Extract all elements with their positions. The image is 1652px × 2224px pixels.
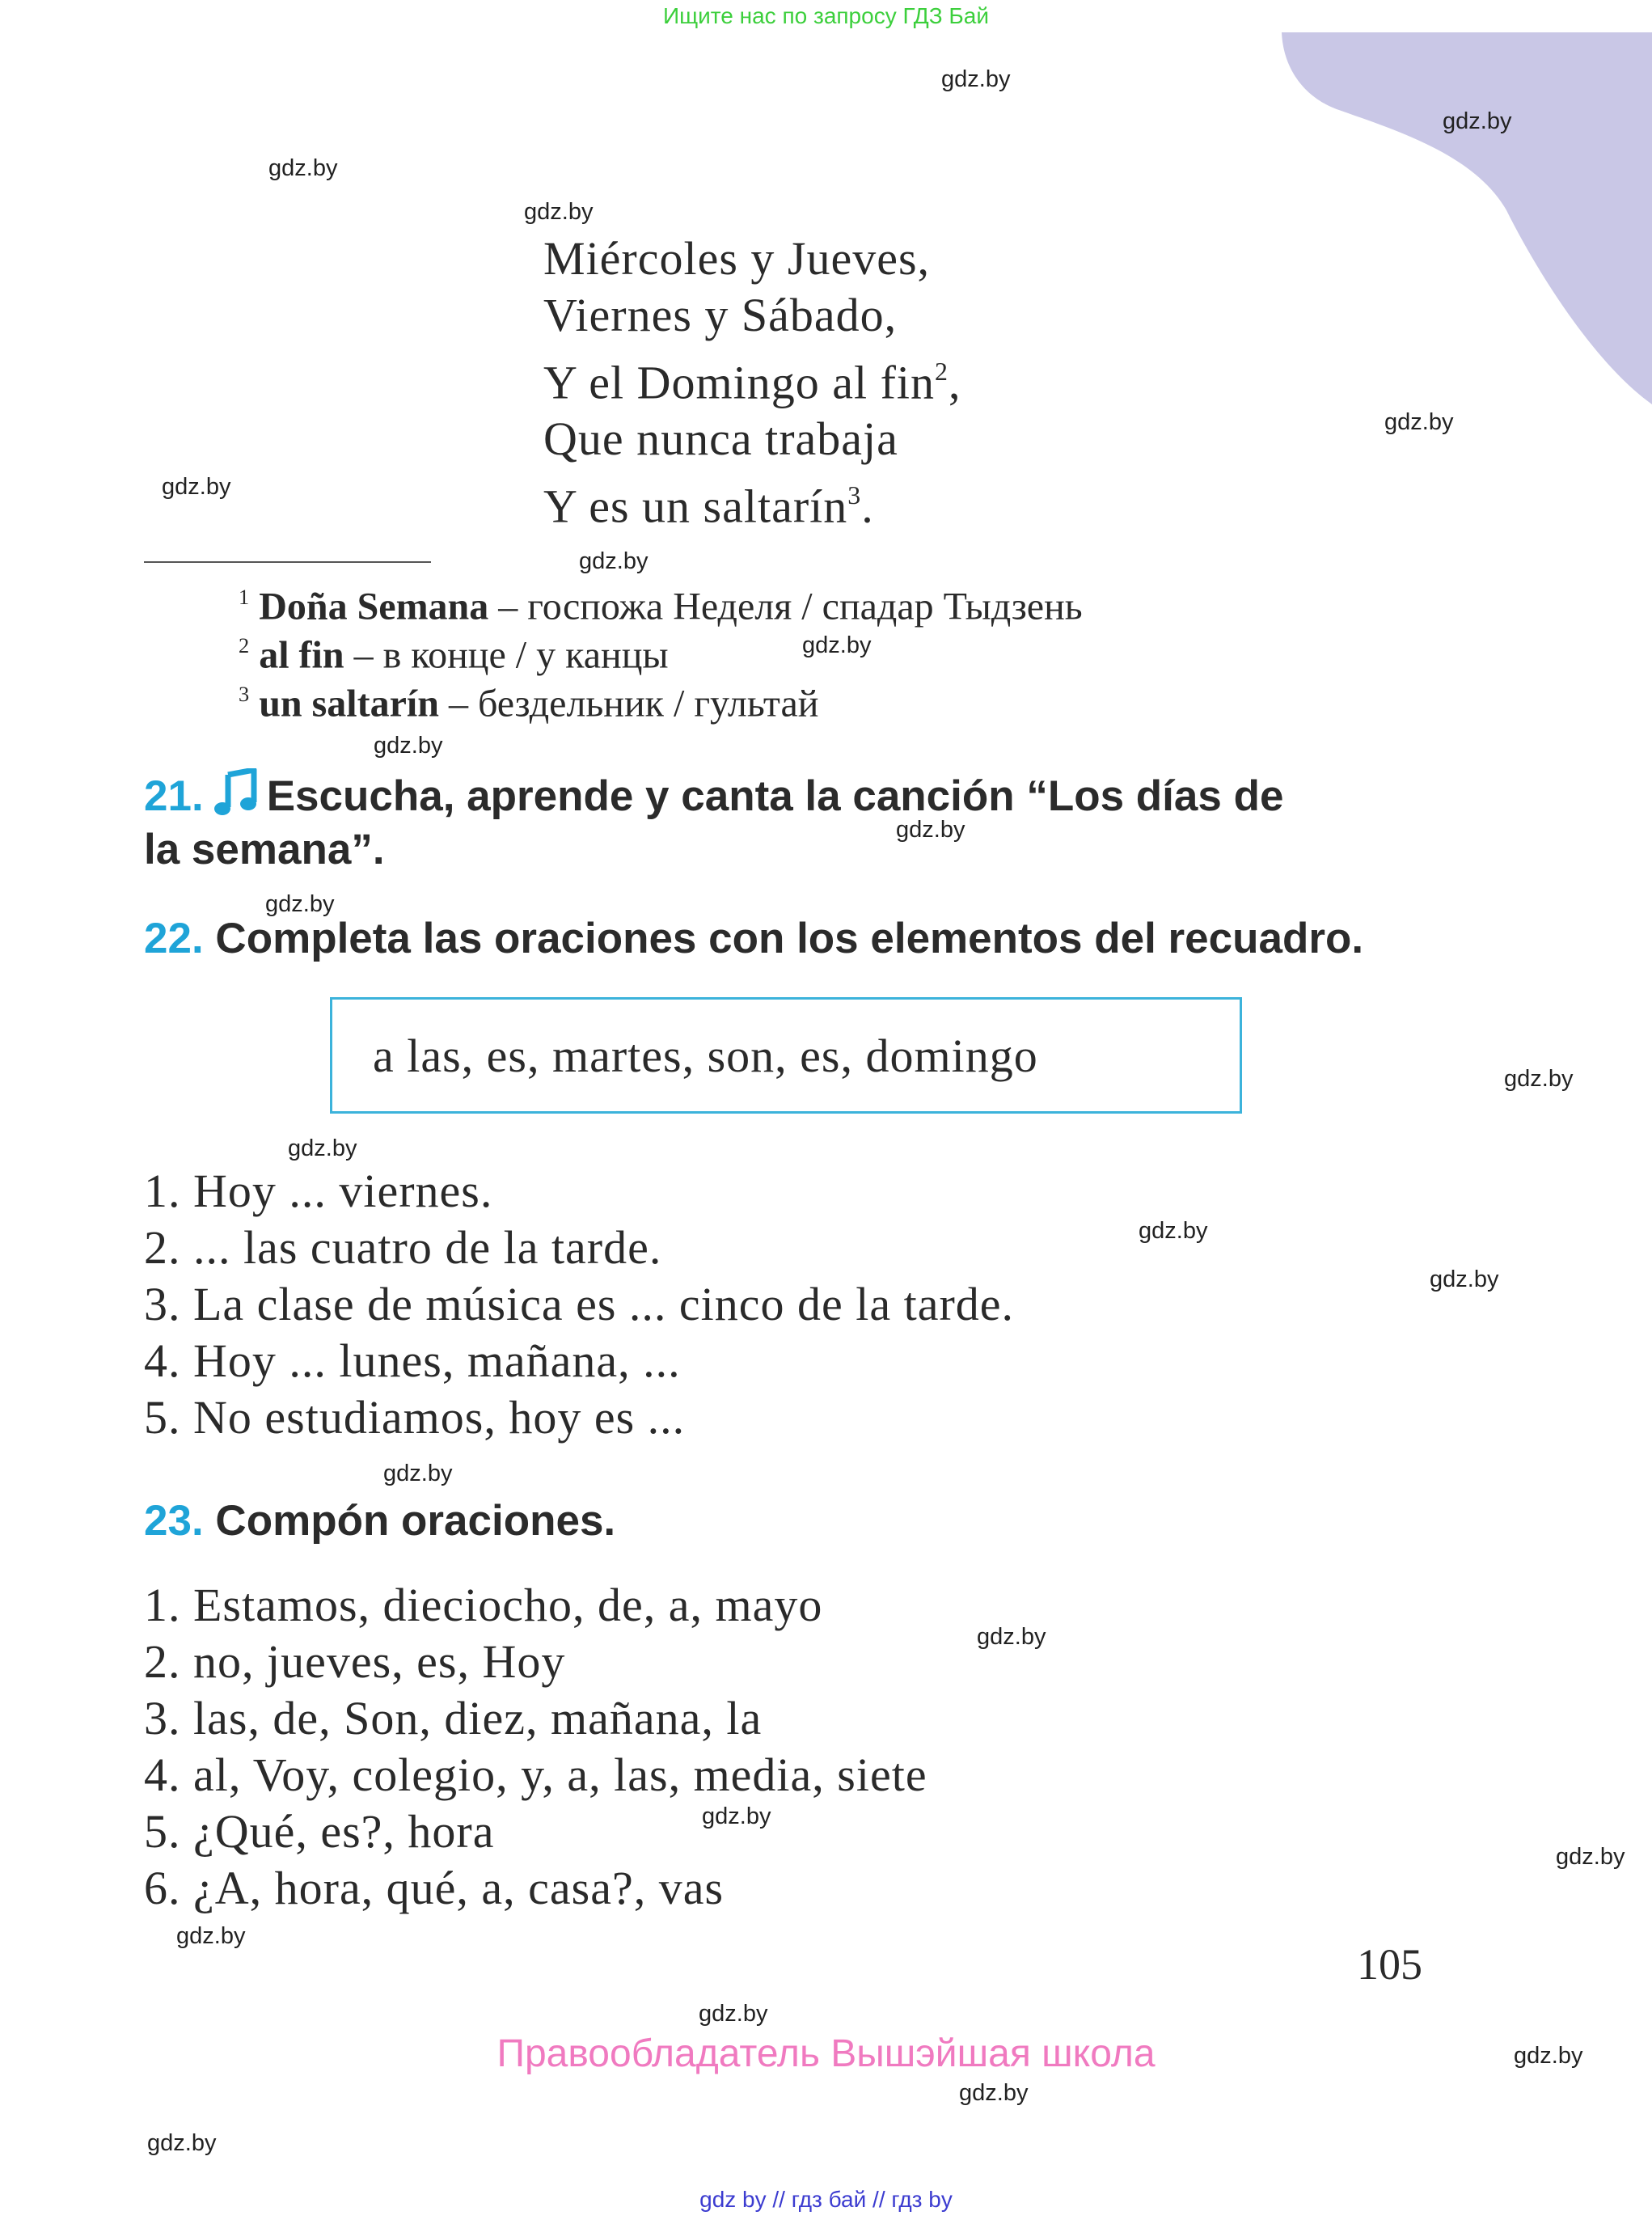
footnote-definition: – в конце / у канцы xyxy=(344,633,669,677)
footnote-term: un saltarín xyxy=(259,682,439,725)
exercise-title-cont: la semana”. xyxy=(144,826,385,873)
bottom-links[interactable]: gdz by // гдз бай // гдз by xyxy=(699,2187,953,2212)
exercise-number: 22. xyxy=(144,915,204,962)
list-item: 3. La clase de música es ... cinco de la tarde. xyxy=(144,1278,1015,1330)
page-number: 105 xyxy=(1357,1940,1422,1989)
watermark: gdz.by xyxy=(1443,108,1512,134)
exercise-23-list xyxy=(144,1577,927,1917)
poem-line: Y el Domingo al fin$^2$, xyxy=(543,356,961,409)
footnote-divider xyxy=(144,561,431,563)
word-box-text: a las, es, martes, son, es, domingo xyxy=(373,1030,1038,1082)
poem-line: Y es un saltarín$^3$. xyxy=(543,480,874,533)
footnote-marker: 2 xyxy=(935,357,949,386)
watermark: gdz.by xyxy=(383,1461,453,1486)
watermark: gdz.by xyxy=(1504,1066,1574,1092)
list-item: 6. ¿A, hora, qué, a, casa?, vas xyxy=(144,1862,725,1914)
list-item: 5. No estudiamos, hoy es ... xyxy=(144,1391,686,1444)
list-item: 1. Hoy ... viernes. xyxy=(144,1165,493,1217)
word-box xyxy=(330,997,1242,1114)
corner-decoration xyxy=(1272,32,1652,404)
footnote-definition: – госпожа Неделя / спадар Тыдзень xyxy=(488,585,1083,628)
copyright-owner: Правообладатель Вышэйшая школа xyxy=(496,2032,1156,2075)
exercise-number: 23. xyxy=(144,1497,204,1545)
watermark: gdz.by xyxy=(977,1624,1046,1650)
poem-line: Miércoles y Jueves, xyxy=(543,232,931,285)
footnote-definition: – бездельник / гультай xyxy=(438,682,819,725)
watermark: gdz.by xyxy=(1384,409,1454,435)
list-item: 5. ¿Qué, es?, hora xyxy=(144,1805,495,1858)
list-item: 4. al, Voy, colegio, y, a, las, media, siete xyxy=(144,1748,927,1801)
footnote: $^1$ Doña Semana – госпожа Неделя / спадар Тыдзень xyxy=(239,585,1083,628)
exercise-22-heading xyxy=(144,912,1363,966)
footnote-term: Doña Semana xyxy=(259,585,489,628)
watermark: gdz.by xyxy=(1430,1266,1499,1292)
exercise-number: 21. xyxy=(144,772,204,820)
exercise-title: Escucha, aprende y canta la canción “Los días de xyxy=(266,772,1284,820)
list-item: 3. las, de, Son, diez, mañana, la xyxy=(144,1692,763,1744)
watermark: gdz.by xyxy=(802,632,872,658)
watermark: gdz.by xyxy=(702,1803,771,1829)
watermark: gdz.by xyxy=(268,155,338,181)
watermark: gdz.by xyxy=(896,817,965,843)
watermark: gdz.by xyxy=(265,891,335,917)
list-item: 1. Estamos, dieciocho, de, a, mayo xyxy=(144,1579,823,1631)
watermark: gdz.by xyxy=(176,1923,246,1949)
watermark: gdz.by xyxy=(1556,1844,1625,1870)
watermark: gdz.by xyxy=(941,66,1011,92)
footnote-marker: 3 xyxy=(847,481,862,510)
watermark: gdz.by xyxy=(699,2001,768,2027)
poem-line: Que nunca trabaja xyxy=(543,412,898,466)
exercise-22-list xyxy=(144,1163,1014,1446)
watermark: gdz.by xyxy=(374,733,443,759)
exercise-title: Compón oraciones. xyxy=(215,1497,616,1545)
footnote-term: al fin xyxy=(259,633,344,677)
watermark: gdz.by xyxy=(147,2130,217,2156)
poem xyxy=(543,230,961,535)
footnote: $^2$ al fin – в конце / у канцы xyxy=(239,633,669,677)
watermark: gdz.by xyxy=(579,548,649,574)
music-note-icon xyxy=(213,768,259,817)
footnote: $^3$ un saltarín – бездельник / гультай xyxy=(239,682,819,725)
list-item: 4. Hoy ... lunes, mañana, ... xyxy=(144,1334,681,1387)
list-item: 2. ... las cuatro de la tarde. xyxy=(144,1221,662,1274)
watermark: gdz.by xyxy=(1514,2043,1583,2069)
watermark: gdz.by xyxy=(959,2080,1029,2106)
exercise-23-heading xyxy=(144,1495,615,1548)
list-item: 2. no, jueves, es, Hoy xyxy=(144,1635,566,1688)
exercise-title: Completa las oraciones con los elementos del recuadro. xyxy=(215,915,1364,962)
watermark: gdz.by xyxy=(162,474,231,500)
watermark: gdz.by xyxy=(288,1135,357,1161)
top-banner[interactable]: Ищите нас по запросу ГДЗ Бай xyxy=(662,3,990,28)
poem-line: Viernes y Sábado, xyxy=(543,289,898,341)
exercise-21-heading xyxy=(144,768,1283,877)
watermark: gdz.by xyxy=(524,199,594,225)
watermark: gdz.by xyxy=(1139,1218,1208,1244)
